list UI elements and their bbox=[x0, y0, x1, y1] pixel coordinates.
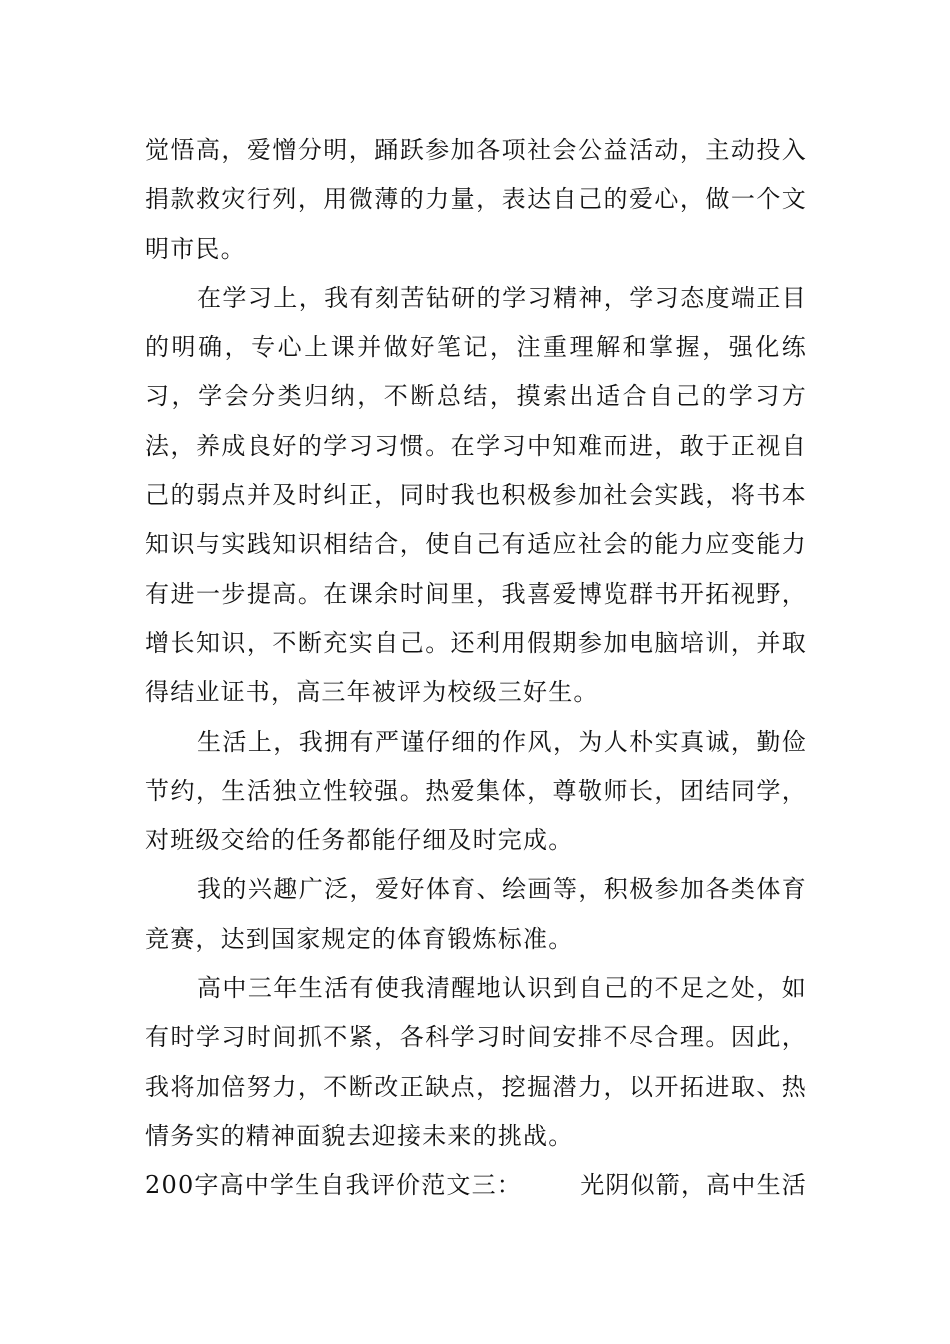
sample-three-line bbox=[145, 1161, 807, 1210]
paragraph-interests: 我的兴趣广泛，爱好体育、绘画等，积极参加各类体育竞赛，达到国家规定的体育锻炼标准。 bbox=[145, 875, 807, 953]
paragraph-study: 在学习上，我有刻苦钻研的学习精神，学习态度端正目的明确，专心上课并做好笔记，注重理解和掌握，强化练习，学会分类归纳，不断总结，摸索出适合自己的学习方法，养成良好的学习习惯。在学习中知难而进，敢于正视自己的弱点并及时纠正，同时我也积极参加社会实践，将书本知识与实践知识相结合，使自己有适应社会的能力应变能力有进一步提高。在课余时间里，我喜爱博览群书开拓视野，增长知识，不断充实自己。还利用假期参加电脑培训，并取得结业证书，高三年被评为校级三好生。 bbox=[145, 283, 807, 707]
sample-three-opening: 光阴似箭，高中生活 bbox=[580, 1171, 807, 1200]
paragraph-life: 生活上，我拥有严谨仔细的作风，为人朴实真诚，勤俭节约，生活独立性较强。热爱集体，尊敬师长，团结同学，对班级交给的任务都能仔细及时完成。 bbox=[145, 727, 807, 855]
sample-three-heading: 200字高中学生自我评价范文三： bbox=[145, 1171, 523, 1200]
document-body bbox=[145, 126, 807, 1211]
paragraph-reflection: 高中三年生活有使我清醒地认识到自己的不足之处，如有时学习时间抓不紧，各科学习时间安排不尽合理。因此，我将加倍努力，不断改正缺点，挖掘潜力，以开拓进取、热情务实的精神面貌去迎接未来的挑战。 bbox=[145, 974, 807, 1150]
paragraph-civic: 觉悟高，爱憎分明，踊跃参加各项社会公益活动，主动投入捐款救灾行列，用微薄的力量，表达自己的爱心，做一个文明市民。 bbox=[145, 136, 807, 263]
